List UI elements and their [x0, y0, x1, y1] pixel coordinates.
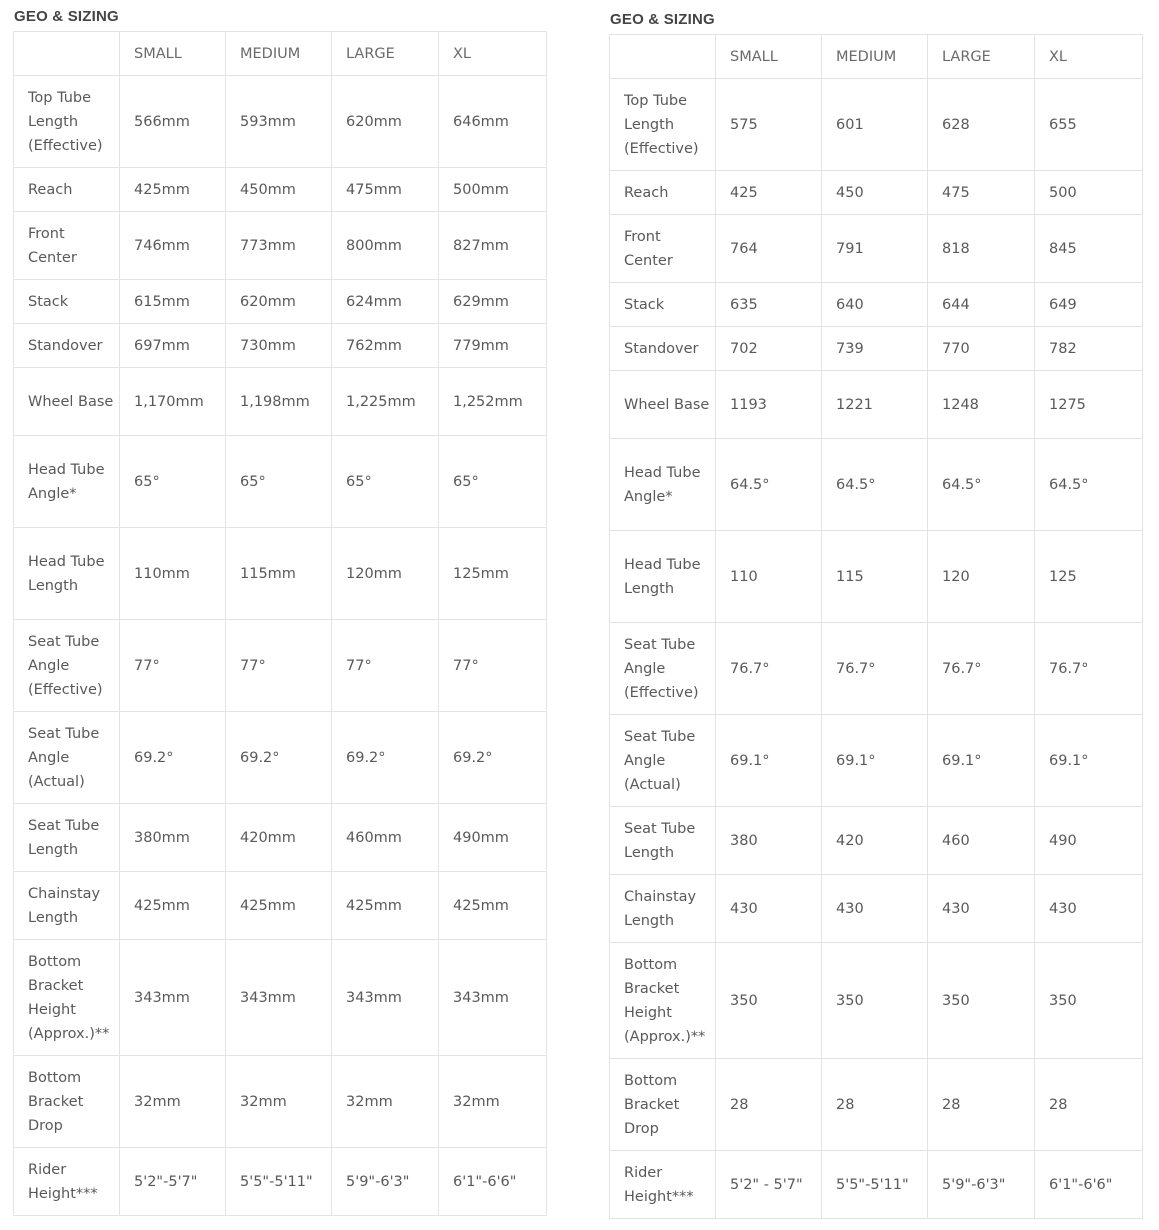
row-label: Front Center: [14, 212, 120, 280]
table-row: [610, 371, 1143, 439]
cell-large: 644: [928, 283, 1035, 327]
cell-small: 76.7°: [716, 623, 822, 715]
cell-small: 425mm: [120, 872, 226, 940]
cell-xl: 779mm: [439, 324, 547, 368]
row-label: Seat Tube Length: [610, 807, 716, 875]
table-row: [14, 1148, 547, 1216]
row-label: Head Tube Angle*: [610, 439, 716, 531]
table-row: [14, 620, 547, 712]
cell-xl: 350: [1035, 943, 1143, 1059]
cell-small: 65°: [120, 436, 226, 528]
cell-xl: 845: [1035, 215, 1143, 283]
cell-large: 120mm: [332, 528, 439, 620]
table-row: [610, 327, 1143, 371]
cell-large: 77°: [332, 620, 439, 712]
cell-medium: 640: [822, 283, 928, 327]
cell-large: 5'9"-6'3": [928, 1151, 1035, 1219]
cell-large: 620mm: [332, 76, 439, 168]
cell-medium: 773mm: [226, 212, 332, 280]
row-label: Standover: [14, 324, 120, 368]
cell-small: 746mm: [120, 212, 226, 280]
cell-large: 800mm: [332, 212, 439, 280]
cell-xl: 28: [1035, 1059, 1143, 1151]
row-label: Head Tube Length: [610, 531, 716, 623]
header-cell-large: LARGE: [332, 32, 439, 76]
row-label: Front Center: [610, 215, 716, 283]
header-cell-medium: MEDIUM: [226, 32, 332, 76]
cell-small: 764: [716, 215, 822, 283]
cell-medium: 420mm: [226, 804, 332, 872]
table-row: [14, 940, 547, 1056]
cell-small: 635: [716, 283, 822, 327]
cell-small: 566mm: [120, 76, 226, 168]
cell-small: 350: [716, 943, 822, 1059]
cell-large: 770: [928, 327, 1035, 371]
cell-xl: 1,252mm: [439, 368, 547, 436]
table-row: [14, 804, 547, 872]
cell-medium: 64.5°: [822, 439, 928, 531]
table-row: [14, 528, 547, 620]
table-row: [610, 875, 1143, 943]
cell-xl: 500mm: [439, 168, 547, 212]
cell-medium: 430: [822, 875, 928, 943]
cell-large: 425mm: [332, 872, 439, 940]
cell-medium: 115: [822, 531, 928, 623]
cell-large: 28: [928, 1059, 1035, 1151]
row-label: Chainstay Length: [610, 875, 716, 943]
cell-medium: 69.2°: [226, 712, 332, 804]
panel-title: GEO & SIZING: [610, 11, 715, 28]
table-row: [14, 712, 547, 804]
cell-small: 1,170mm: [120, 368, 226, 436]
table-row: [14, 324, 547, 368]
row-label: Seat Tube Length: [14, 804, 120, 872]
cell-small: 64.5°: [716, 439, 822, 531]
row-label: Rider Height***: [14, 1148, 120, 1216]
cell-medium: 425mm: [226, 872, 332, 940]
cell-medium: 65°: [226, 436, 332, 528]
cell-xl: 1275: [1035, 371, 1143, 439]
cell-medium: 5'5"-5'11": [822, 1151, 928, 1219]
header-cell-xl: XL: [1035, 35, 1143, 79]
cell-large: 430: [928, 875, 1035, 943]
row-label: Bottom Bracket Height (Approx.)**: [610, 943, 716, 1059]
cell-large: 343mm: [332, 940, 439, 1056]
row-label: Head Tube Angle*: [14, 436, 120, 528]
cell-medium: 77°: [226, 620, 332, 712]
cell-small: 5'2"-5'7": [120, 1148, 226, 1216]
row-label: Seat Tube Angle (Actual): [14, 712, 120, 804]
table-row: [14, 1056, 547, 1148]
cell-small: 28: [716, 1059, 822, 1151]
cell-small: 380: [716, 807, 822, 875]
cell-small: 1193: [716, 371, 822, 439]
row-label: Head Tube Length: [14, 528, 120, 620]
cell-large: 460mm: [332, 804, 439, 872]
cell-xl: 76.7°: [1035, 623, 1143, 715]
cell-medium: 450: [822, 171, 928, 215]
table-row: [610, 623, 1143, 715]
cell-small: 575: [716, 79, 822, 171]
table-row: [14, 436, 547, 528]
geo-sizing-panel-right: [609, 9, 1142, 1219]
cell-large: 5'9"-6'3": [332, 1148, 439, 1216]
row-label: Bottom Bracket Height (Approx.)**: [14, 940, 120, 1056]
cell-xl: 500: [1035, 171, 1143, 215]
cell-medium: 601: [822, 79, 928, 171]
table-row: [610, 79, 1143, 171]
cell-medium: 1221: [822, 371, 928, 439]
cell-xl: 649: [1035, 283, 1143, 327]
row-label: Stack: [610, 283, 716, 327]
header-cell-large: LARGE: [928, 35, 1035, 79]
cell-xl: 629mm: [439, 280, 547, 324]
cell-large: 1248: [928, 371, 1035, 439]
row-label: Rider Height***: [610, 1151, 716, 1219]
cell-large: 475mm: [332, 168, 439, 212]
header-cell-medium: MEDIUM: [822, 35, 928, 79]
geometry-table-right: [609, 34, 1143, 1219]
table-row: [14, 280, 547, 324]
cell-medium: 69.1°: [822, 715, 928, 807]
cell-large: 818: [928, 215, 1035, 283]
row-label: Chainstay Length: [14, 872, 120, 940]
row-label: Reach: [14, 168, 120, 212]
cell-medium: 76.7°: [822, 623, 928, 715]
table-row: [14, 872, 547, 940]
row-label: Seat Tube Angle (Effective): [14, 620, 120, 712]
cell-small: 702: [716, 327, 822, 371]
cell-xl: 827mm: [439, 212, 547, 280]
cell-xl: 490: [1035, 807, 1143, 875]
cell-small: 77°: [120, 620, 226, 712]
cell-large: 65°: [332, 436, 439, 528]
cell-large: 64.5°: [928, 439, 1035, 531]
table-row: [610, 215, 1143, 283]
cell-xl: 32mm: [439, 1056, 547, 1148]
cell-medium: 620mm: [226, 280, 332, 324]
header-row: [610, 35, 1143, 79]
table-row: [610, 283, 1143, 327]
cell-medium: 450mm: [226, 168, 332, 212]
cell-large: 76.7°: [928, 623, 1035, 715]
cell-small: 110mm: [120, 528, 226, 620]
table-row: [14, 168, 547, 212]
geo-sizing-panel-left: [13, 6, 546, 1216]
cell-xl: 343mm: [439, 940, 547, 1056]
cell-xl: 655: [1035, 79, 1143, 171]
cell-large: 460: [928, 807, 1035, 875]
cell-small: 69.1°: [716, 715, 822, 807]
cell-xl: 782: [1035, 327, 1143, 371]
table-row: [610, 531, 1143, 623]
header-cell-xl: XL: [439, 32, 547, 76]
table-row: [610, 171, 1143, 215]
cell-medium: 420: [822, 807, 928, 875]
table-row: [14, 368, 547, 436]
cell-small: 69.2°: [120, 712, 226, 804]
cell-large: 762mm: [332, 324, 439, 368]
cell-large: 32mm: [332, 1056, 439, 1148]
row-label: Wheel Base: [610, 371, 716, 439]
header-cell-small: SMALL: [120, 32, 226, 76]
cell-xl: 77°: [439, 620, 547, 712]
cell-xl: 69.1°: [1035, 715, 1143, 807]
cell-medium: 593mm: [226, 76, 332, 168]
table-row: [14, 212, 547, 280]
header-cell-small: SMALL: [716, 35, 822, 79]
cell-xl: 125: [1035, 531, 1143, 623]
cell-small: 615mm: [120, 280, 226, 324]
cell-medium: 343mm: [226, 940, 332, 1056]
cell-large: 350: [928, 943, 1035, 1059]
cell-xl: 646mm: [439, 76, 547, 168]
cell-xl: 125mm: [439, 528, 547, 620]
row-label: Bottom Bracket Drop: [14, 1056, 120, 1148]
cell-small: 32mm: [120, 1056, 226, 1148]
table-row: [610, 1059, 1143, 1151]
panel-title: GEO & SIZING: [14, 8, 119, 25]
cell-small: 5'2" - 5'7": [716, 1151, 822, 1219]
header-row: [14, 32, 547, 76]
table-row: [14, 76, 547, 168]
table-row: [610, 943, 1143, 1059]
cell-small: 430: [716, 875, 822, 943]
cell-xl: 6'1"-6'6": [1035, 1151, 1143, 1219]
cell-medium: 739: [822, 327, 928, 371]
cell-medium: 115mm: [226, 528, 332, 620]
row-label: Top Tube Length (Effective): [14, 76, 120, 168]
cell-medium: 5'5"-5'11": [226, 1148, 332, 1216]
cell-medium: 350: [822, 943, 928, 1059]
cell-large: 628: [928, 79, 1035, 171]
geometry-table-left: [13, 31, 547, 1216]
cell-medium: 791: [822, 215, 928, 283]
cell-medium: 1,198mm: [226, 368, 332, 436]
cell-xl: 69.2°: [439, 712, 547, 804]
cell-small: 110: [716, 531, 822, 623]
cell-small: 425mm: [120, 168, 226, 212]
cell-xl: 490mm: [439, 804, 547, 872]
row-label: Reach: [610, 171, 716, 215]
cell-large: 1,225mm: [332, 368, 439, 436]
cell-large: 120: [928, 531, 1035, 623]
cell-medium: 28: [822, 1059, 928, 1151]
row-label: Stack: [14, 280, 120, 324]
cell-large: 475: [928, 171, 1035, 215]
table-row: [610, 439, 1143, 531]
table-row: [610, 807, 1143, 875]
row-label: Wheel Base: [14, 368, 120, 436]
row-label: Seat Tube Angle (Actual): [610, 715, 716, 807]
cell-small: 425: [716, 171, 822, 215]
cell-large: 624mm: [332, 280, 439, 324]
header-cell-label: [610, 35, 716, 79]
cell-medium: 730mm: [226, 324, 332, 368]
cell-small: 380mm: [120, 804, 226, 872]
cell-xl: 6'1"-6'6": [439, 1148, 547, 1216]
table-row: [610, 715, 1143, 807]
cell-xl: 64.5°: [1035, 439, 1143, 531]
cell-small: 343mm: [120, 940, 226, 1056]
cell-small: 697mm: [120, 324, 226, 368]
cell-xl: 425mm: [439, 872, 547, 940]
cell-xl: 430: [1035, 875, 1143, 943]
row-label: Standover: [610, 327, 716, 371]
cell-large: 69.2°: [332, 712, 439, 804]
row-label: Top Tube Length (Effective): [610, 79, 716, 171]
row-label: Seat Tube Angle (Effective): [610, 623, 716, 715]
cell-xl: 65°: [439, 436, 547, 528]
header-cell-label: [14, 32, 120, 76]
cell-large: 69.1°: [928, 715, 1035, 807]
row-label: Bottom Bracket Drop: [610, 1059, 716, 1151]
table-row: [610, 1151, 1143, 1219]
cell-medium: 32mm: [226, 1056, 332, 1148]
